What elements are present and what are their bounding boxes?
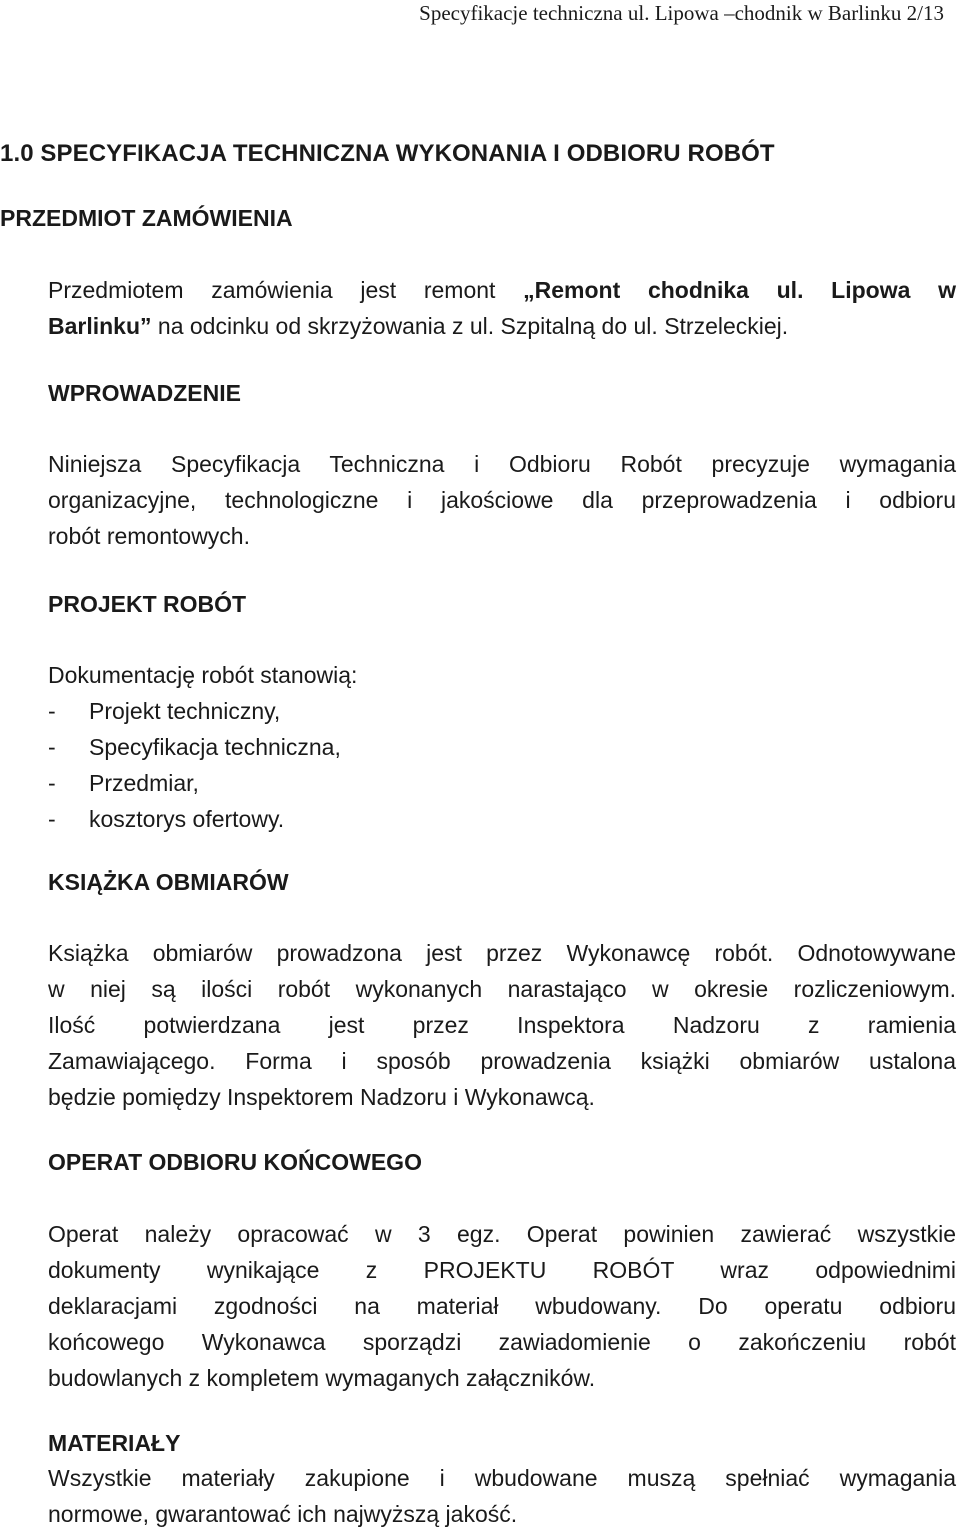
list-bullet: - (48, 770, 56, 796)
paragraph-line: budowlanych z kompletem wymaganych załączników. (48, 1365, 596, 1391)
list-item (48, 801, 341, 837)
section-heading-projekt: PROJEKT ROBÓT (48, 591, 247, 617)
list-item-text: Przedmiar, (89, 770, 199, 796)
document-title: 1.0 SPECYFIKACJA TECHNICZNA WYKONANIA I ODBIORU ROBÓT (0, 140, 775, 167)
list-bullet: - (48, 698, 56, 724)
section-heading-operat: OPERAT ODBIORU KOŃCOWEGO (48, 1149, 422, 1175)
paragraph-line: Niniejsza Specyfikacja Techniczna i Odbioru Robót precyzuje wymagania (48, 451, 956, 477)
text-run: Przedmiotem zamówienia jest remont (48, 277, 524, 303)
bold-text-run: Barlinku” (48, 313, 152, 339)
paragraph-line (48, 308, 956, 344)
paragraph-line: organizacyjne, technologiczne i jakościowe dla przeprowadzenia i odbioru (48, 487, 956, 513)
document-list (48, 693, 341, 837)
paragraph-line: normowe, gwarantować ich najwyższą jakość. (48, 1501, 518, 1527)
list-item-text: Specyfikacja techniczna, (89, 734, 341, 760)
paragraph-wprowadzenie (48, 446, 956, 554)
paragraph-line: deklaracjami zgodności na materiał wbudowany. Do operatu odbioru (48, 1293, 956, 1319)
paragraph-line: robót remontowych. (48, 523, 250, 549)
paragraph-line: Ilość potwierdzana jest przez Inspektora Nadzoru z ramienia (48, 1012, 956, 1038)
section-heading-ksiazka: KSIĄŻKA OBMIARÓW (48, 869, 289, 895)
paragraph-line (48, 272, 956, 308)
list-bullet: - (48, 734, 56, 760)
section-heading-wprowadzenie: WPROWADZENIE (48, 380, 241, 406)
list-item (48, 693, 341, 729)
section-heading-przedmiot: PRZEDMIOT ZAMÓWIENIA (0, 205, 293, 231)
list-item-text: Projekt techniczny, (89, 698, 281, 724)
paragraph-line: w niej są ilości robót wykonanych narastająco w okresie rozliczeniowym. (48, 976, 956, 1002)
paragraph-operat (48, 1216, 956, 1396)
paragraph-line: Książka obmiarów prowadzona jest przez Wykonawcę robót. Odnotowywane (48, 940, 956, 966)
paragraph-line: Operat należy opracować w 3 egz. Operat powinien zawierać wszystkie (48, 1221, 956, 1247)
paragraph-ksiazka (48, 935, 956, 1115)
running-header: Specyfikacje techniczna ul. Lipowa –chodnik w Barlinku 2/13 (419, 1, 944, 25)
paragraph-materialy (48, 1460, 956, 1532)
bold-text-run: „Remont chodnika ul. Lipowa w (523, 277, 956, 303)
paragraph-line: Wszystkie materiały zakupione i wbudowane muszą spełniać wymagania (48, 1465, 956, 1491)
paragraph-line: będzie pomiędzy Inspektorem Nadzoru i Wykonawcą. (48, 1084, 595, 1110)
list-item (48, 765, 341, 801)
text-run: na odcinku od skrzyżowania z ul. Szpitalną do ul. Strzeleckiej. (151, 313, 789, 339)
list-bullet: - (48, 806, 56, 832)
paragraph-line: Zamawiającego. Forma i sposób prowadzenia książki obmiarów ustalona (48, 1048, 956, 1074)
paragraph-przedmiot (48, 272, 956, 344)
paragraph-line: końcowego Wykonawca sporządzi zawiadomienie o zakończeniu robót (48, 1329, 956, 1355)
list-item-text: kosztorys ofertowy. (89, 806, 285, 832)
paragraph-line: dokumenty wynikające z PROJEKTU ROBÓT wraz odpowiednimi (48, 1257, 956, 1283)
paragraph-projekt-intro: Dokumentację robót stanowią: (48, 662, 358, 688)
list-item (48, 729, 341, 765)
section-heading-materialy: MATERIAŁY (48, 1430, 181, 1456)
